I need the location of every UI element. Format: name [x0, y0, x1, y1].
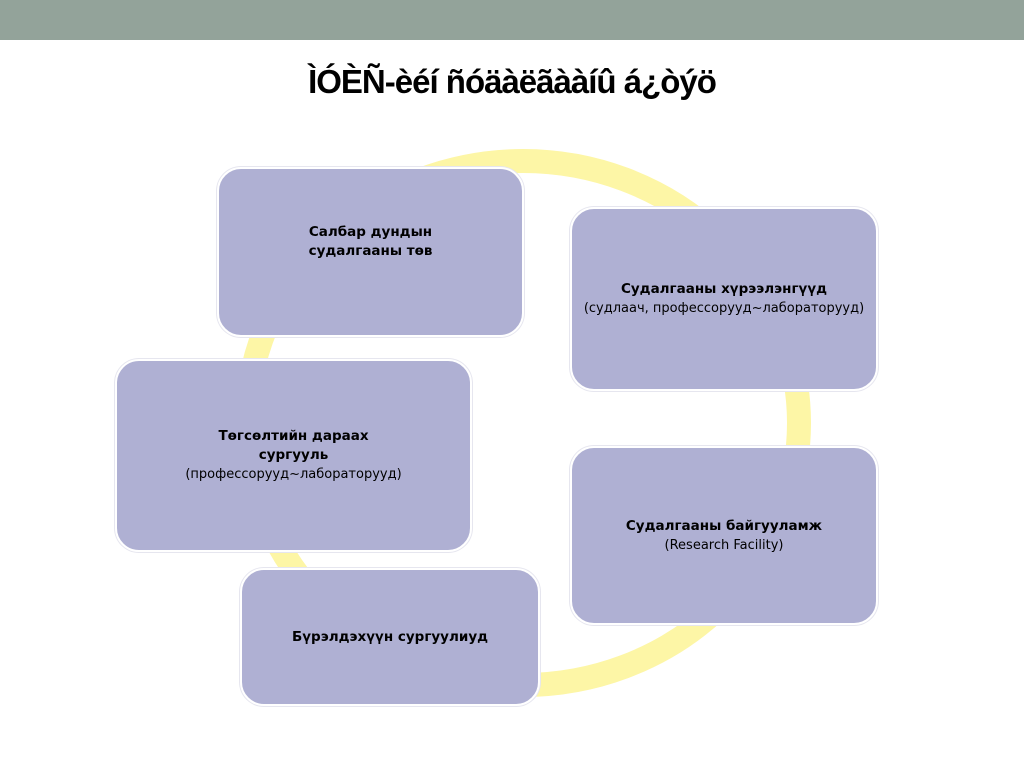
node-label-line: сургууль [258, 447, 329, 463]
slide-title: ÌÓÈÑ-èéí ñóäàëãààíû á¿òýö [308, 63, 716, 100]
node-label-line: Бүрэлдэхүүн сургуулиуд [291, 628, 489, 645]
node-graduate-school [115, 359, 472, 552]
node-label-line: судалгааны төв [308, 243, 433, 259]
node-sublabel: (Research Facility) [664, 537, 784, 553]
node-research-institutes [570, 207, 878, 391]
node-label-line: Судалгааны байгууламж [625, 517, 823, 534]
node-research-facility [570, 446, 878, 625]
node-sublabel: (профессорууд~лабораторууд) [185, 467, 402, 482]
node-sublabel: (судлаач, профессорууд~лабораторууд) [583, 301, 865, 316]
node-central-research-center [217, 167, 524, 337]
node-constituent-schools [240, 568, 540, 706]
node-label-line: Судалгааны хүрээлэнгүүд [620, 281, 828, 297]
node-label-line: Салбар дундын [308, 224, 433, 240]
node-label-line: Төгсөлтийн дараах [218, 428, 369, 444]
